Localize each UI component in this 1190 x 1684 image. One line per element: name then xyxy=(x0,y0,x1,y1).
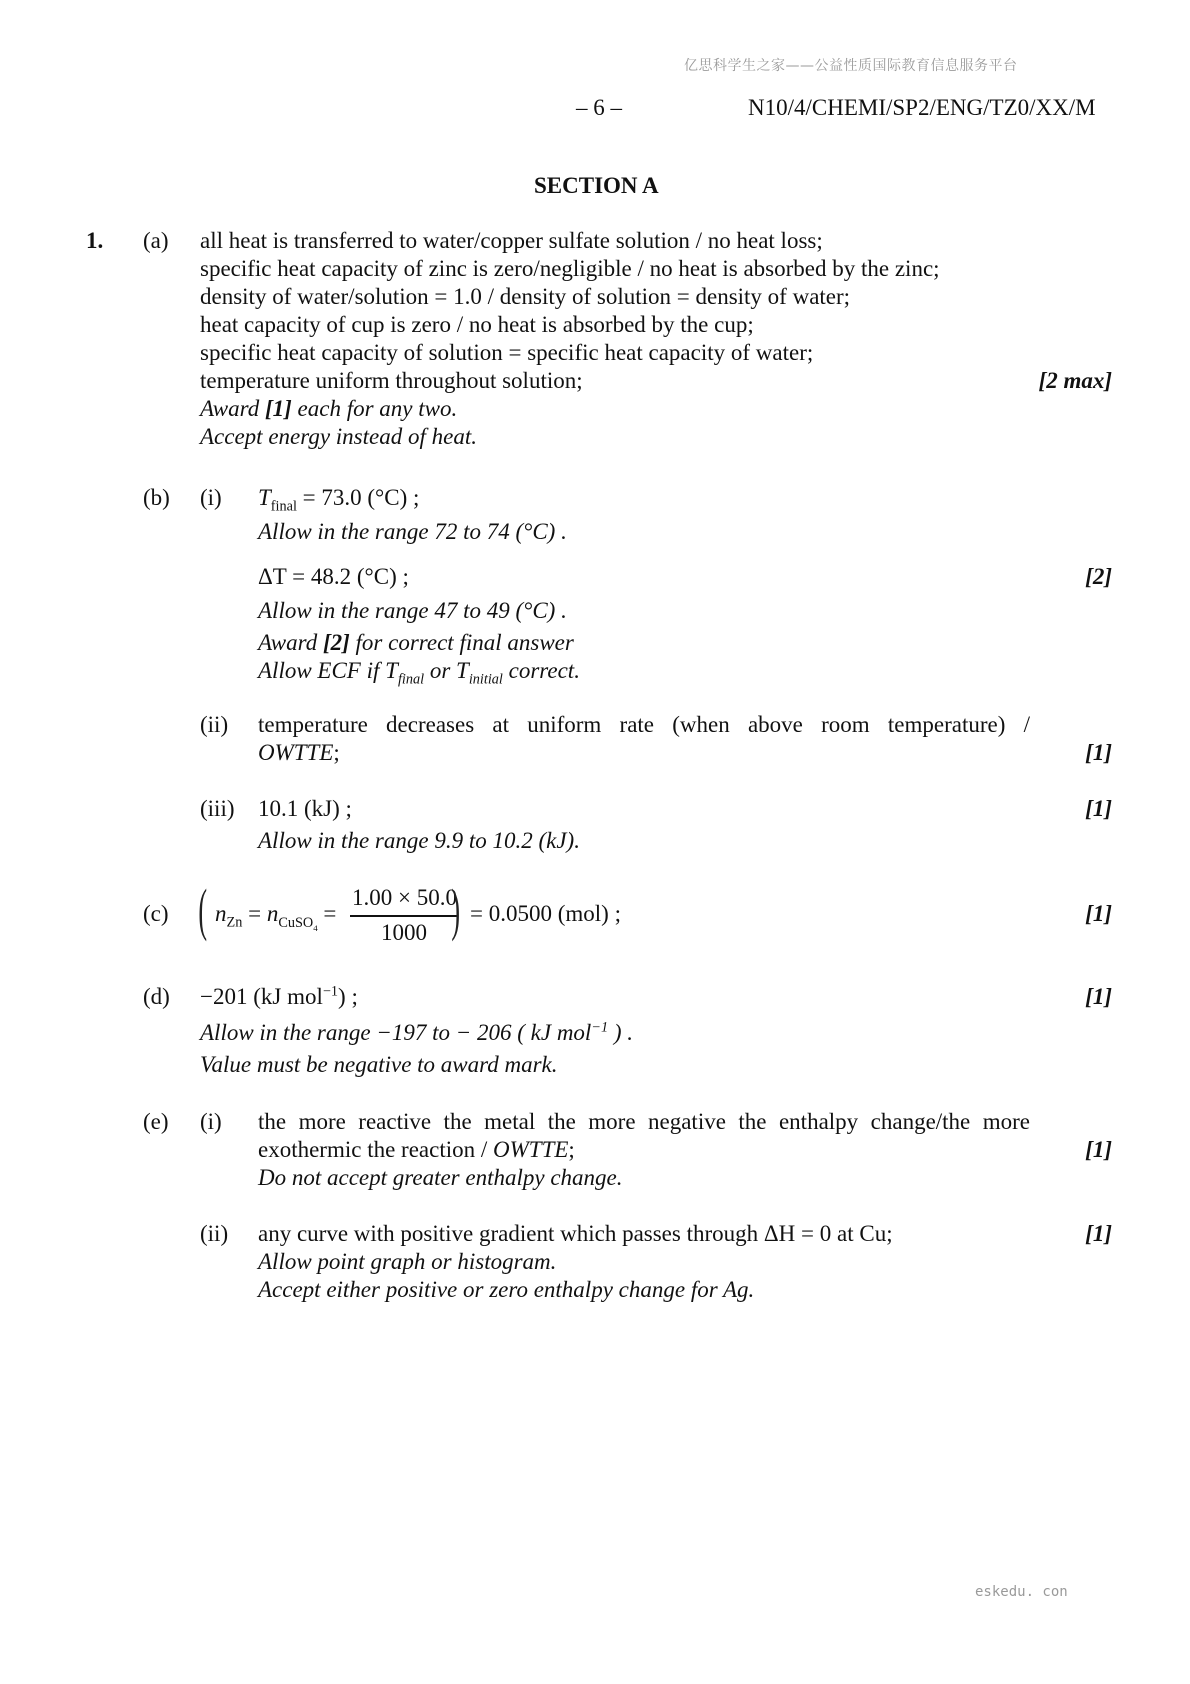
part-b-label: (b) xyxy=(143,485,170,510)
part-b-iii-allow: Allow in the range 9.9 to 10.2 (kJ). xyxy=(258,828,580,853)
part-a-note-accept: Accept energy instead of heat. xyxy=(200,424,477,449)
part-e-i-label: (i) xyxy=(200,1109,222,1134)
part-b-iii-label: (iii) xyxy=(200,796,235,821)
paper-code: N10/4/CHEMI/SP2/ENG/TZ0/XX/M xyxy=(748,95,1096,120)
moles-expression: $n_{Zn} = n_{CuSO_4}$ = xyxy=(215,901,337,933)
part-a-line: heat capacity of cup is zero / no heat is absorbed by the cup; xyxy=(200,312,754,337)
part-a-label: (a) xyxy=(143,228,169,253)
page-number: – 6 – xyxy=(576,95,622,120)
delta-t-allow: Allow in the range 47 to 49 (°C) . xyxy=(258,598,567,623)
part-b-ii-line2: OWTTE; xyxy=(258,740,340,765)
part-d-mark: [1] xyxy=(1085,984,1112,1009)
watermark-text: 亿思科学生之家——公益性质国际教育信息服务平台 xyxy=(684,58,1018,74)
moles-result: = 0.0500 (mol) ; xyxy=(470,901,621,926)
part-c-mark: [1] xyxy=(1085,901,1112,926)
part-e-ii-note1: Allow point graph or histogram. xyxy=(258,1249,557,1274)
part-b-i-ecf: Allow ECF if $T_{final}$ or $T_{initial}$ correct. xyxy=(258,658,580,688)
section-title: SECTION A xyxy=(534,173,659,198)
part-e-i-note: Do not accept greater enthalpy change. xyxy=(258,1165,623,1190)
part-b-i-award: Award [2] for correct final answer xyxy=(258,630,574,655)
fraction-numerator: 1.00 × 50.0 xyxy=(352,885,457,910)
part-e-i-line2: exothermic the reaction / OWTTE; xyxy=(258,1137,575,1162)
part-d-label: (d) xyxy=(143,984,170,1009)
part-b-ii-line1: temperature decreases at uniform rate (when above room temperature) / xyxy=(258,712,1030,737)
right-paren: ) xyxy=(451,877,461,942)
part-a-line: density of water/solution = 1.0 / density of solution = density of water; xyxy=(200,284,851,309)
part-e-ii-note2: Accept either positive or zero enthalpy change for Ag. xyxy=(258,1277,755,1302)
fraction-bar xyxy=(350,915,458,917)
part-e-i-line1: the more reactive the metal the more negative the enthalpy change/the more xyxy=(258,1109,1030,1134)
part-b-iii-value: 10.1 (kJ) ; xyxy=(258,796,352,821)
part-b-i-mark: [2] xyxy=(1085,564,1112,589)
delta-t-answer: ΔT = 48.2 (°C) ; xyxy=(258,564,409,589)
part-e-ii-mark: [1] xyxy=(1085,1221,1112,1246)
t-final-allow: Allow in the range 72 to 74 (°C) . xyxy=(258,519,567,544)
part-b-i-label: (i) xyxy=(200,485,222,510)
question-number: 1. xyxy=(86,228,104,253)
part-a-note-award: Award [1] each for any two. xyxy=(200,396,458,421)
t-final-answer: $T_{final} = 73.0$ (°C) ; xyxy=(258,485,420,515)
part-b-iii-mark: [1] xyxy=(1085,796,1112,821)
part-a-line: specific heat capacity of zinc is zero/negligible / no heat is absorbed by the zinc; xyxy=(200,256,940,281)
part-e-ii-label: (ii) xyxy=(200,1221,229,1246)
part-c-label: (c) xyxy=(143,901,169,926)
footer-domain: eskedu. con xyxy=(975,1584,1068,1600)
part-d-allow: Allow in the range −197 to − 206 ( kJ mol$^{-1}$ ) . xyxy=(200,1019,633,1045)
part-a-line: all heat is transferred to water/copper sulfate solution / no heat loss; xyxy=(200,228,823,253)
part-a-line: temperature uniform throughout solution; xyxy=(200,368,583,393)
part-e-i-mark: [1] xyxy=(1085,1137,1112,1162)
part-b-ii-mark: [1] xyxy=(1085,740,1112,765)
left-paren: ( xyxy=(198,877,208,942)
part-d-note: Value must be negative to award mark. xyxy=(200,1052,558,1077)
part-a-mark: [2 max] xyxy=(1038,368,1112,393)
part-a-line: specific heat capacity of solution = specific heat capacity of water; xyxy=(200,340,814,365)
fraction-denominator: 1000 xyxy=(381,920,427,945)
part-e-ii-line1: any curve with positive gradient which passes through ΔH = 0 at Cu; xyxy=(258,1221,893,1246)
part-b-ii-label: (ii) xyxy=(200,712,229,737)
part-d-value: −201 (kJ mol$^{-1}$) ; xyxy=(200,983,358,1009)
part-e-label: (e) xyxy=(143,1109,169,1134)
